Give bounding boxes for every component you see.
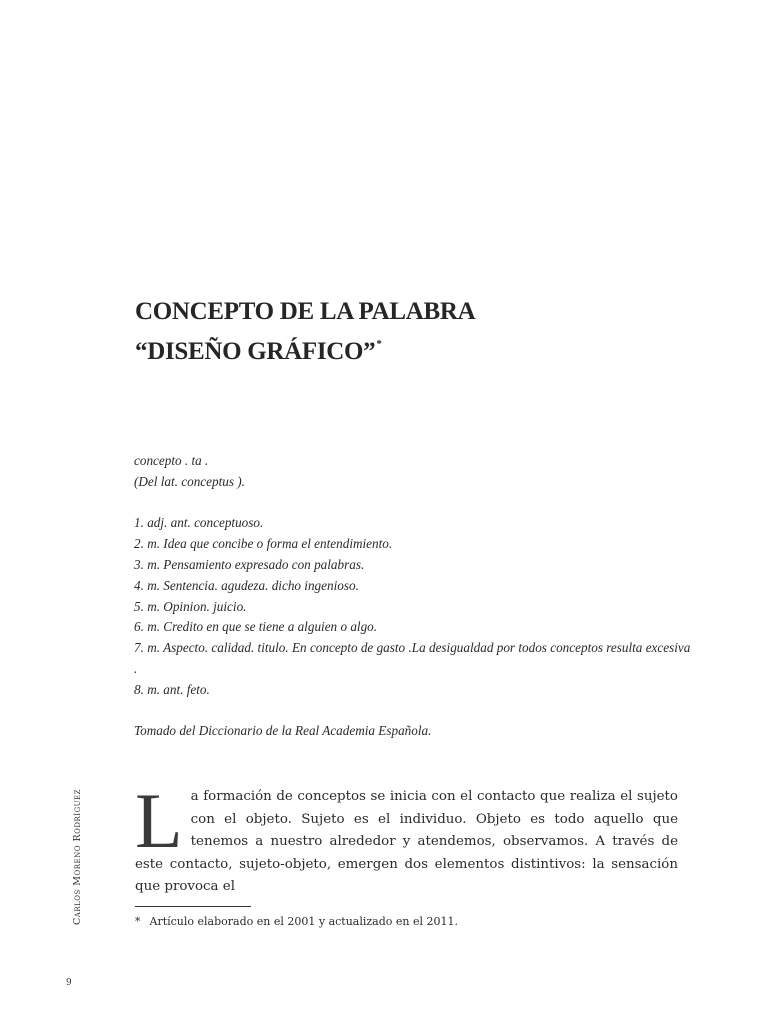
definition-etymology: (Del lat. conceptus ). [134, 473, 245, 489]
definition-entry: 6. m. Credito en que se tiene a alguien o algo. [134, 619, 378, 635]
definition-entry: 7. m. Aspecto. calidad. titulo. En concepto de gasto .La desigualdad por todos conceptos resulta excesiva . [134, 640, 691, 676]
footnote [135, 914, 458, 930]
definition-entry: 2. m. Idea que concibe o forma el entendimiento. [134, 536, 393, 552]
article-title [135, 296, 695, 368]
author-running-head: Carlos Moreno Rodríguez [72, 788, 83, 925]
footnote-marker: * [135, 915, 141, 928]
definition-entry: 1. adj. ant. conceptuoso. [134, 515, 264, 531]
definition-spacer [134, 493, 694, 514]
intro-paragraph [135, 777, 678, 899]
definition-entry: 4. m. Sentencia. agudeza. dicho ingenioso. [134, 577, 359, 593]
definition-entry: 8. m. ant. feto. [134, 681, 210, 697]
title-line-1: CONCEPTO DE LA PALABRA [135, 298, 476, 325]
footnote-divider [135, 906, 251, 907]
title-line-2-text: “DISEÑO GRÁFICO” [135, 338, 376, 365]
title-line-2 [135, 328, 695, 368]
definition-spacer [134, 701, 694, 722]
definition-source: Tomado del Diccionario de la Real Academia Española. [134, 723, 432, 739]
dictionary-definition [134, 451, 694, 742]
drop-cap: L [135, 777, 183, 864]
page-number: 9 [66, 978, 72, 988]
title-footnote-marker: * [376, 338, 382, 350]
definition-entry: 5. m. Opinion. juicio. [134, 598, 247, 614]
definition-entry: 3. m. Pensamiento expresado con palabras. [134, 556, 365, 572]
footnote-text: Artículo elaborado en el 2001 y actualizado en el 2011. [149, 915, 459, 928]
intro-text: a formación de conceptos se inicia con el contacto que realiza el sujeto con el objeto. Sujeto es el individuo. Objeto es todo aquello que tenemos a nuestro alrededor y atendemos, observamos. A través de este contacto, sujeto-objeto, emergen dos elementos distintivos: la sensación que provoca el [135, 789, 678, 894]
definition-headword: concepto . ta . [134, 453, 209, 468]
